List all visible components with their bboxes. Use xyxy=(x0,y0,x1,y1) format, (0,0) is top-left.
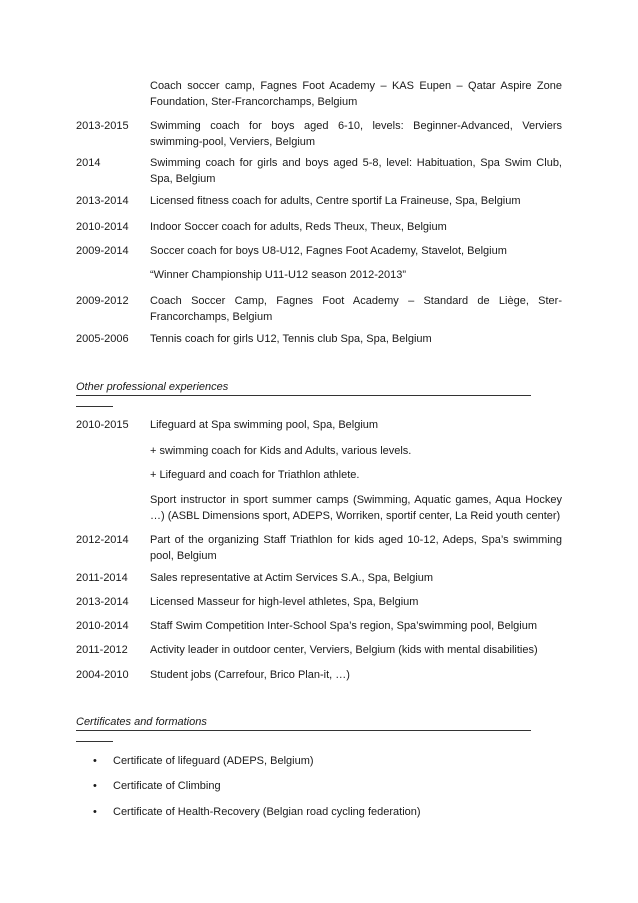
entry-description: Student jobs (Carrefour, Brico Plan-it, …) xyxy=(150,669,350,681)
entry-description: Tennis coach for girls U12, Tennis club Spa, Spa, Belgium xyxy=(150,333,432,345)
entry-description: Swimming coach for boys aged 6-10, levels: Beginner-Advanced, Verviers swimming-pool, Verviers, Belgium xyxy=(150,120,562,148)
entry-description: Coach Soccer Camp, Fagnes Foot Academy – Standard de Liège, Ster-Francorchamps, Belgium xyxy=(150,295,562,323)
entry-date: 2009-2012 xyxy=(76,295,129,307)
entry-description: Sales representative at Actim Services S.A., Spa, Belgium xyxy=(150,572,434,584)
entry-date: 2014 xyxy=(76,157,101,169)
entry-date: 2013-2014 xyxy=(76,596,129,608)
bullet-icon: • xyxy=(93,780,97,792)
entry-date: 2011-2012 xyxy=(76,644,128,656)
entry-date: 2010-2014 xyxy=(76,221,129,233)
list-item xyxy=(93,753,314,769)
certificate-label: Certificate of Health-Recovery (Belgian road cycling federation) xyxy=(113,806,421,818)
certificate-label: Certificate of lifeguard (ADEPS, Belgium) xyxy=(113,755,314,767)
entry-description: Coach soccer camp, Fagnes Foot Academy – KAS Eupen – Qatar Aspire Zone Foundation, Ster-Francorchamps, Belgium xyxy=(150,80,562,108)
bullet-icon: • xyxy=(93,806,97,818)
entry-description: + Lifeguard and coach for Triathlon athlete. xyxy=(150,469,360,481)
entry-description: Activity leader in outdoor center, Verviers, Belgium (kids with mental disabilities) xyxy=(150,644,538,656)
section-heading-other-experiences: Other professional experiences xyxy=(76,379,531,396)
entry-date: 2005-2006 xyxy=(76,333,129,345)
entry-date: 2010-2014 xyxy=(76,620,129,632)
entry-description: Staff Swim Competition Inter-School Spa’s region, Spa’swimming pool, Belgium xyxy=(150,620,538,632)
entry-description: Sport instructor in sport summer camps (Swimming, Aquatic games, Aqua Hockey …) (ASBL Dimensions sport, ADEPS, Worriken, sportif center, La Reid youth center) xyxy=(150,494,562,522)
list-item xyxy=(93,778,221,794)
bullet-icon: • xyxy=(93,755,97,767)
heading-underline xyxy=(76,406,113,407)
heading-underline xyxy=(76,741,113,742)
entry-description: Indoor Soccer coach for adults, Reds Theux, Theux, Belgium xyxy=(150,221,447,233)
entry-date: 2004-2010 xyxy=(76,669,129,681)
entry-description: Swimming coach for girls and boys aged 5-8, level: Habituation, Spa Swim Club, Spa, Belgium xyxy=(150,157,562,185)
section-heading-certificates: Certificates and formations xyxy=(76,714,531,731)
entry-description: + swimming coach for Kids and Adults, various levels. xyxy=(150,445,412,457)
entry-description: “Winner Championship U11-U12 season 2012-2013” xyxy=(150,269,406,281)
entry-date: 2010-2015 xyxy=(76,419,129,431)
entry-date: 2009-2014 xyxy=(76,245,129,257)
entry-date: 2012-2014 xyxy=(76,534,129,546)
entry-description: Soccer coach for boys U8-U12, Fagnes Foot Academy, Stavelot, Belgium xyxy=(150,245,507,257)
entry-description: Part of the organizing Staff Triathlon for kids aged 10-12, Adeps, Spa’s swimming pool, Belgium xyxy=(150,534,562,562)
entry-description: Licensed fitness coach for adults, Centre sportif La Fraineuse, Spa, Belgium xyxy=(150,195,521,207)
entry-date: 2013-2014 xyxy=(76,195,129,207)
certificate-label: Certificate of Climbing xyxy=(113,780,221,792)
entry-date: 2013-2015 xyxy=(76,120,129,132)
entry-description: Lifeguard at Spa swimming pool, Spa, Belgium xyxy=(150,419,379,431)
list-item xyxy=(93,804,421,820)
entry-date: 2011-2014 xyxy=(76,572,128,584)
entry-description: Licensed Masseur for high-level athletes, Spa, Belgium xyxy=(150,596,419,608)
